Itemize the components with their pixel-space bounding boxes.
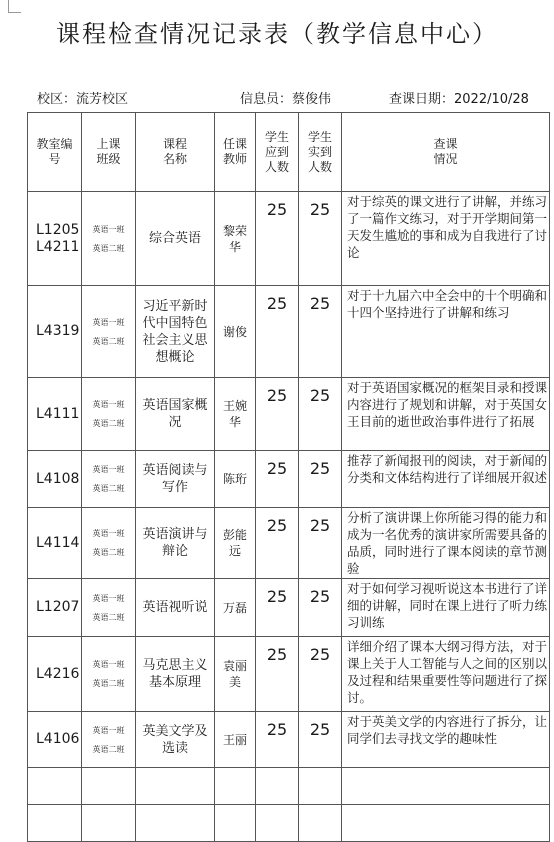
officer-label: 信息员：蔡俊伟 (240, 92, 332, 107)
header-room: 教室编号 (28, 113, 82, 192)
notes-cell: 对于综英的课文进行了讲解，并练习了一篇作文练习，对于开学期间第一天发生尴尬的事和成为自我进行了讨论 (342, 192, 550, 286)
expected-count-cell: 25 (256, 451, 299, 508)
room-cell: L4108 (28, 451, 82, 508)
actual-count-cell: 25 (299, 637, 342, 712)
actual-count-cell: 25 (299, 508, 342, 579)
header-row (28, 113, 550, 192)
table-row (28, 637, 550, 712)
expected-count-cell: 25 (256, 378, 299, 451)
class-name: 英语二班 (92, 419, 125, 428)
expected-count-cell: 25 (256, 508, 299, 579)
course-cell: 英语阅读与写作 (136, 451, 215, 508)
teacher-cell: 陈珩 (215, 451, 256, 508)
class-name: 英语一班 (92, 317, 125, 327)
class-name: 英语一班 (92, 660, 125, 669)
empty-cell (342, 768, 550, 805)
actual-count-cell: 25 (299, 378, 342, 451)
class-name: 英语一班 (92, 725, 125, 735)
course-cell: 英美文学及选读 (136, 712, 215, 768)
teacher-cell: 袁丽美 (215, 637, 256, 712)
room-cell: L4114 (28, 508, 82, 579)
teacher-cell: 谢俊 (215, 286, 256, 378)
empty-cell (82, 768, 136, 805)
notes-cell: 对于十九届六中全会中的十个明确和十四个坚持进行了讲解和练习 (342, 286, 550, 378)
room-cell: L1207 (28, 579, 82, 637)
room-cell: L4106 (28, 712, 82, 768)
teacher-cell: 王丽 (215, 712, 256, 768)
class-name: 英语一班 (92, 593, 125, 603)
actual-count-cell: 25 (299, 286, 342, 378)
class-cell (82, 579, 136, 637)
notes-cell: 对于英美文学的内容进行了拆分，让同学们去寻找文学的趣味性 (342, 712, 550, 768)
course-cell: 英语视听说 (136, 579, 215, 637)
course-cell: 综合英语 (136, 192, 215, 286)
teacher-cell: 彭能远 (215, 508, 256, 579)
expected-count-cell: 25 (256, 192, 299, 286)
header-expected: 学生应到人数 (256, 113, 299, 192)
empty-cell (136, 805, 215, 842)
actual-count-cell: 25 (299, 712, 342, 768)
empty-cell (28, 805, 82, 842)
empty-cell (82, 805, 136, 842)
room-cell: L1205 L4211 (28, 192, 82, 286)
expected-count-cell: 25 (256, 286, 299, 378)
check-date-label: 查课日期：2022/10/28 (389, 92, 529, 107)
table-row (28, 192, 550, 286)
class-name: 英语二班 (92, 336, 125, 346)
class-name: 英语一班 (92, 400, 125, 409)
notes-cell: 详细介绍了课本大纲习得方法，对于课上关于人工智能与人之间的区别以及过程和结果重要性等问题进行了探讨。 (342, 637, 550, 712)
class-cell (82, 712, 136, 768)
table-row (28, 712, 550, 768)
header-teacher: 任课教师 (215, 113, 256, 192)
notes-cell: 推荐了新闻报刊的阅读，对于新闻的分类和文体结构进行了详细展开叙述 (342, 451, 550, 508)
class-name: 英语二班 (92, 612, 125, 622)
course-cell: 马克思主义基本原理 (136, 637, 215, 712)
expected-count-cell: 25 (256, 637, 299, 712)
header-class: 上课班级 (82, 113, 136, 192)
room-cell: L4319 (28, 286, 82, 378)
actual-count-cell: 25 (299, 192, 342, 286)
notes-cell: 对于如何学习视听说这本书进行了详细的讲解，同时在课上进行了听力练习训练 (342, 579, 550, 637)
empty-cell (256, 768, 299, 805)
header-course: 课程名称 (136, 113, 215, 192)
course-cell: 英语国家概况 (136, 378, 215, 451)
campus-label: 校区：流芳校区 (37, 92, 129, 107)
class-cell (82, 192, 136, 286)
empty-cell (299, 768, 342, 805)
empty-row (28, 805, 550, 842)
empty-cell (136, 768, 215, 805)
class-name: 英语一班 (92, 224, 125, 234)
expected-count-cell: 25 (256, 579, 299, 637)
teacher-cell: 万磊 (215, 579, 256, 637)
class-cell (82, 508, 136, 579)
teacher-cell: 王婉华 (215, 378, 256, 451)
page-corner-mark (8, 0, 21, 13)
info-line (0, 88, 554, 106)
class-name: 英语二班 (92, 484, 125, 493)
table-row (28, 378, 550, 451)
page-title: 课程检查情况记录表（教学信息中心） (56, 20, 498, 48)
record-table (27, 112, 550, 842)
actual-count-cell: 25 (299, 451, 342, 508)
empty-cell (215, 805, 256, 842)
class-cell (82, 637, 136, 712)
teacher-cell: 黎荣华 (215, 192, 256, 286)
class-name: 英语二班 (92, 679, 125, 688)
empty-cell (28, 768, 82, 805)
empty-cell (299, 805, 342, 842)
table-row (28, 508, 550, 579)
class-name: 英语二班 (92, 744, 125, 754)
notes-cell: 对于英语国家概况的框架目录和授课内容进行了规划和讲解，对于英国女王目前的逝世政治事件进行了拓展 (342, 378, 550, 451)
class-cell (82, 286, 136, 378)
class-cell (82, 451, 136, 508)
class-cell (82, 378, 136, 451)
table-row (28, 579, 550, 637)
expected-count-cell: 25 (256, 712, 299, 768)
empty-cell (256, 805, 299, 842)
empty-row (28, 768, 550, 805)
notes-cell: 分析了演讲课上你所能习得的能力和成为一名优秀的演讲家所需要具备的品质，同时进行了课本阅读的章节测验 (342, 508, 550, 579)
actual-count-cell: 25 (299, 579, 342, 637)
class-name: 英语二班 (92, 548, 125, 557)
course-cell: 习近平新时代中国特色社会主义思想概论 (136, 286, 215, 378)
course-cell: 英语演讲与辩论 (136, 508, 215, 579)
header-notes: 查课情况 (342, 113, 550, 192)
class-name: 英语一班 (92, 465, 125, 474)
class-name: 英语二班 (92, 243, 125, 253)
table-row (28, 286, 550, 378)
class-name: 英语一班 (92, 529, 125, 538)
empty-cell (215, 768, 256, 805)
room-cell: L4111 (28, 378, 82, 451)
table-row (28, 451, 550, 508)
empty-cell (342, 805, 550, 842)
room-cell: L4216 (28, 637, 82, 712)
header-actual: 学生实到人数 (299, 113, 342, 192)
